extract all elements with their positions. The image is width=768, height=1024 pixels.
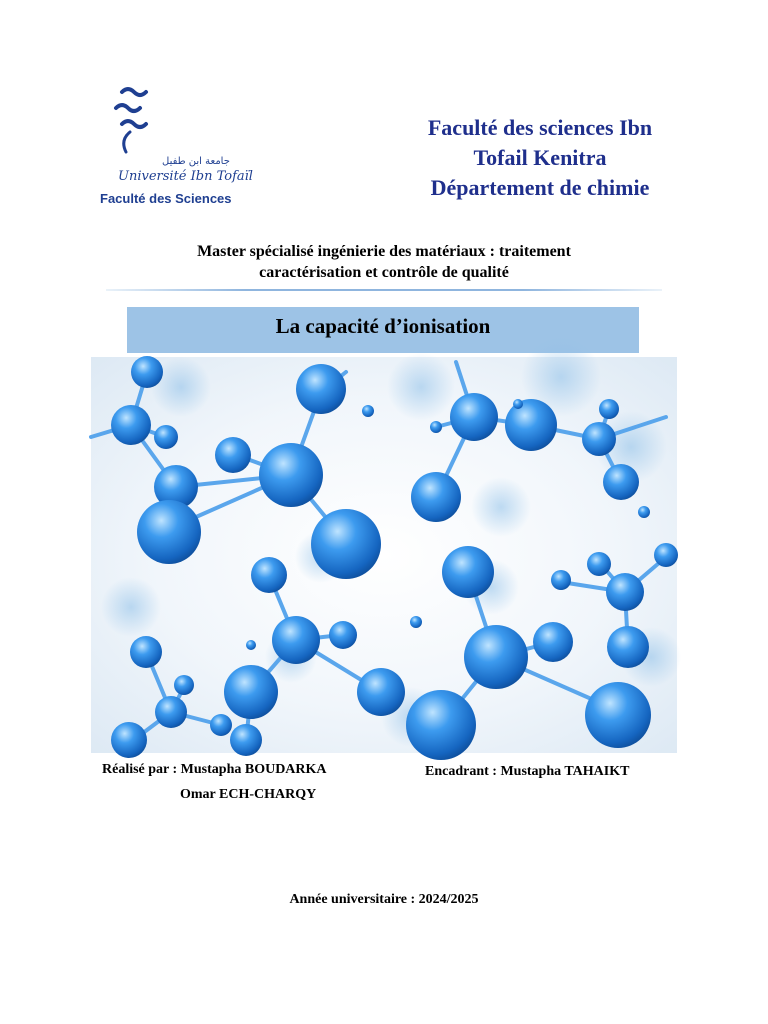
program-title [100,241,668,283]
document-title: La capacité d’ionisation [275,314,491,338]
academic-year: Année universitaire : 2024/2025 [289,892,479,907]
author-line: Réalisé par : Mustapha BOUDARKA [102,762,327,777]
logo-caption: Faculté des Sciences [100,191,232,206]
institution-line-1: Faculté des sciences Ibn [427,115,653,140]
svg-text:جامعة ابن طفيل: جامعة ابن طفيل [162,156,230,167]
institution-line-2: Tofail Kenitra [473,145,607,170]
institution-line-3: Département de chimie [430,175,650,200]
divider-line [106,289,662,291]
coauthor-line: Omar ECH-CHARQY [180,787,317,802]
atoms [111,356,678,760]
university-logo [96,84,253,208]
program-line-1: Master spécialisé ingénierie des matériaux : traitement [197,243,571,260]
cover-image [91,357,677,753]
supervisor-line: Encadrant : Mustapha TAHAIKT [425,764,630,779]
program-line-2: caractérisation et contrôle de qualité [259,264,509,281]
svg-text:Université Ibn Tofaïl: Université Ibn Tofaïl [118,169,253,184]
ibn-tofail-logo-icon [96,84,253,208]
institution-heading [380,113,700,203]
blue-molecules-illustration-icon [91,357,677,753]
